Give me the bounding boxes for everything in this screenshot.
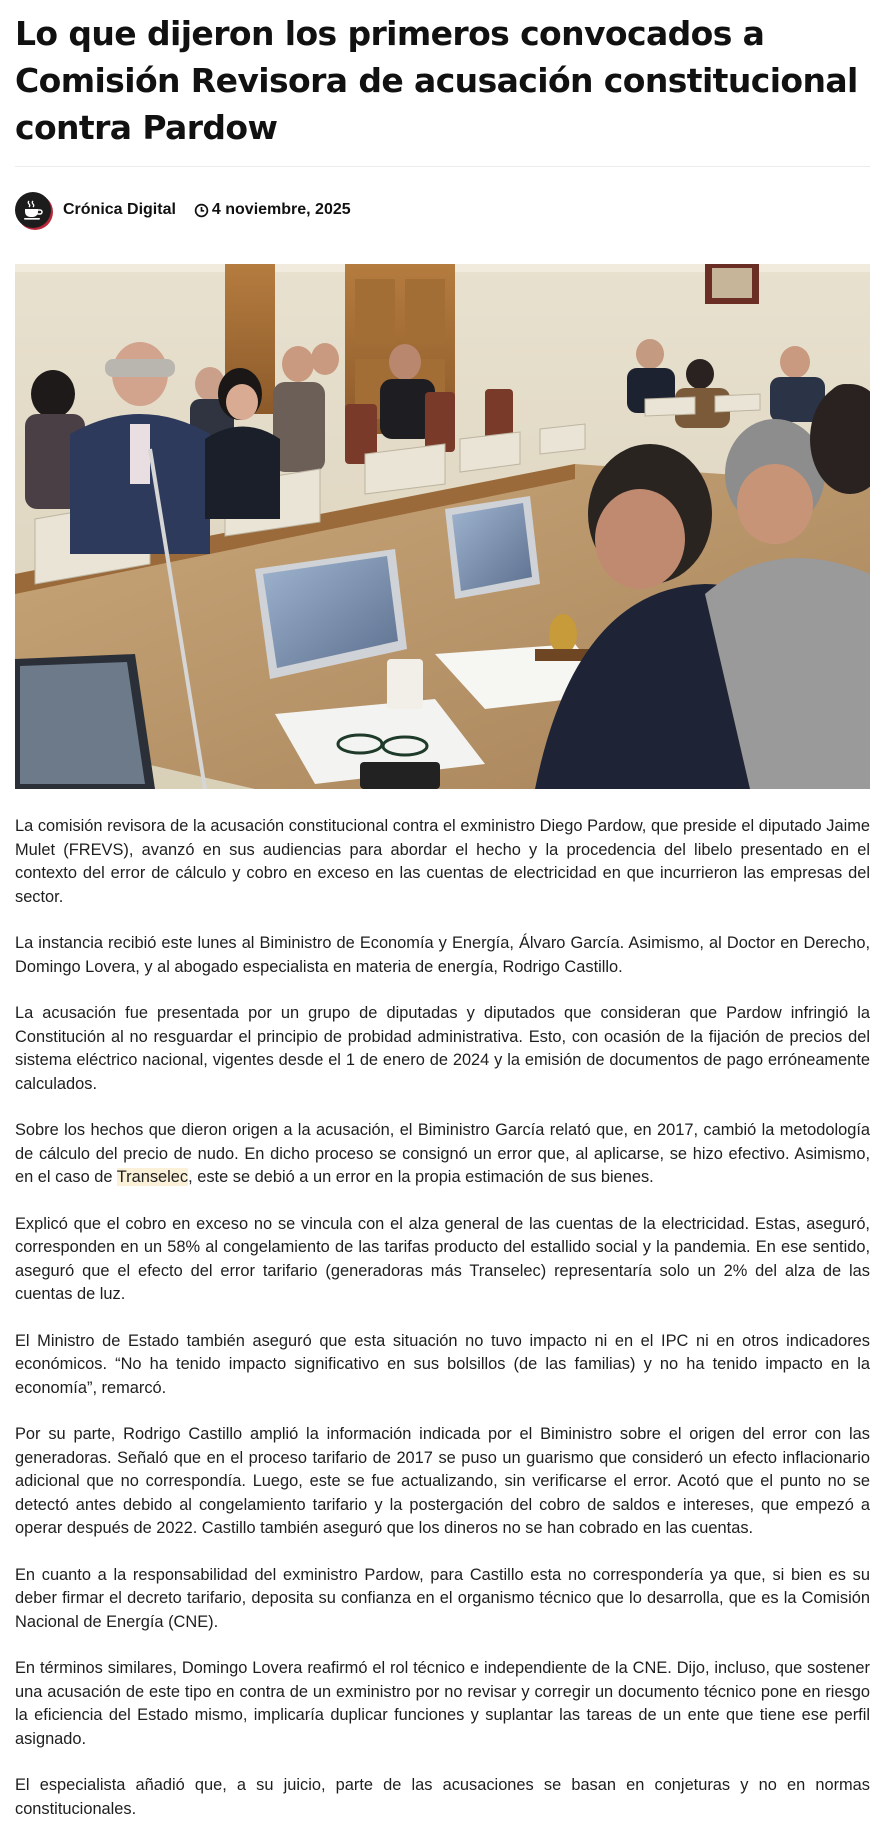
paragraph-4-start: Sobre los hechos que dieron origen a la acusación, el Biministro García relató que, en 2017, cambió la metodología de cálculo del precio de nudo. En dicho proceso se consignó un error que, al aplicarse, se hizo efectivo. Asimismo, en el caso de	[15, 1121, 870, 1186]
clock-icon	[194, 203, 209, 218]
author-avatar[interactable]	[15, 192, 51, 228]
paragraph-3: La acusación fue presentada por un grupo de diputadas y diputados que consideran que Pardow infringió la Constitución al no resguardar el principio de probidad administrativa. Esto, con ocasión de la fijación de precios del sistema eléctrico nacional, vigentes desde el 1 de enero de 2024 y la emisión de documentos de pago erróneamente calculados.	[15, 1004, 870, 1093]
paragraph-9: En términos similares, Domingo Lovera reafirmó el rol técnico e independiente de la CNE. Dijo, incluso, que sostener una acusación de este tipo en contra de un exministro por no revisar y corregir un documento técnico pone en riesgo la eficiencia del Estado mismo, implicaría duplicar funciones y suplantar las tareas de un ente que tiene ese perfil asignado.	[15, 1659, 870, 1748]
paragraph-5: Explicó que el cobro en exceso no se vincula con el alza general de las cuentas de la electricidad. Estas, aseguró, corresponden en un 58% al congelamiento de las tarifas producto del estallido social y la pandemia. En ese sentido, aseguró que el efecto del error tarifario (generadoras más Transelec) representaría solo un 2% del alza de las cuentas de luz.	[15, 1214, 870, 1303]
paragraph-1: La comisión revisora de la acusación constitucional contra el exministro Diego Pardow, que preside el diputado Jaime Mulet (FREVS), avanzó en sus audiencias para abordar el hecho y la procedencia del libelo presentado en el contexto del error de cálculo y cobro en exceso en las cuentas de electricidad en que incurrieron las empresas del sector.	[15, 817, 870, 906]
paragraph-8: En cuanto a la responsabilidad del exministro Pardow, para Castillo esta no correspondería ya que, si bien es su deber firmar el decreto tarifario, deposita su confianza en el organismo técnico que lo desarrolla, que es la Comisión Nacional de Energía (CNE).	[15, 1565, 870, 1631]
publish-date-text: 4 noviembre, 2025	[211, 201, 351, 218]
paragraph-6: El Ministro de Estado también aseguró que esta situación no tuvo impacto ni en el IPC ni en otros indicadores económicos. “No ha tenido impacto significativo en sus bolsillos (de las familias) y no ha tenido impacto en la economía”, remarcó.	[15, 1331, 870, 1397]
paragraph-7: Por su parte, Rodrigo Castillo amplió la información indicada por el Biministro sobre el origen del error con las generadoras. Señaló que en el proceso tarifario de 2017 se puso un guarismo que consideró un efecto inflacionario adicional que no correspondía. Luego, este se fue actualizando, sin verificarse el error. Acotó que el punto no se detectó antes debido al congelamiento tarifario y la postergación del cobro de saldos e intereses, que empezó a operar después de 2022. Castillo también aseguró que los dineros no se han cobrado en las cuentas.	[15, 1425, 870, 1537]
coffee-cup-icon	[21, 198, 45, 222]
article-title: Lo que dijeron los primeros convocados a Comisión Revisora de acusación constitucional contra Pardow	[15, 14, 858, 147]
article-photo	[15, 264, 870, 789]
paragraph-4-end: , este se debió a un error en la propia estimación de sus bienes.	[188, 1168, 654, 1186]
article-meta	[15, 183, 870, 237]
paragraph-4	[15, 1119, 870, 1190]
author-name[interactable]: Crónica Digital	[63, 201, 176, 218]
article-body	[15, 815, 870, 1821]
paragraph-10: El especialista añadió que, a su juicio, parte de las acusaciones se basan en conjeturas y no en normas constitucionales.	[15, 1776, 870, 1818]
transelec-link[interactable]: Transelec	[116, 1168, 189, 1186]
publish-date	[194, 201, 351, 219]
title-divider	[15, 166, 870, 167]
paragraph-2: La instancia recibió este lunes al Biministro de Economía y Energía, Álvaro García. Asimismo, al Doctor en Derecho, Domingo Lovera, y al abogado especialista en materia de energía, Rodrigo Castillo.	[15, 934, 870, 976]
